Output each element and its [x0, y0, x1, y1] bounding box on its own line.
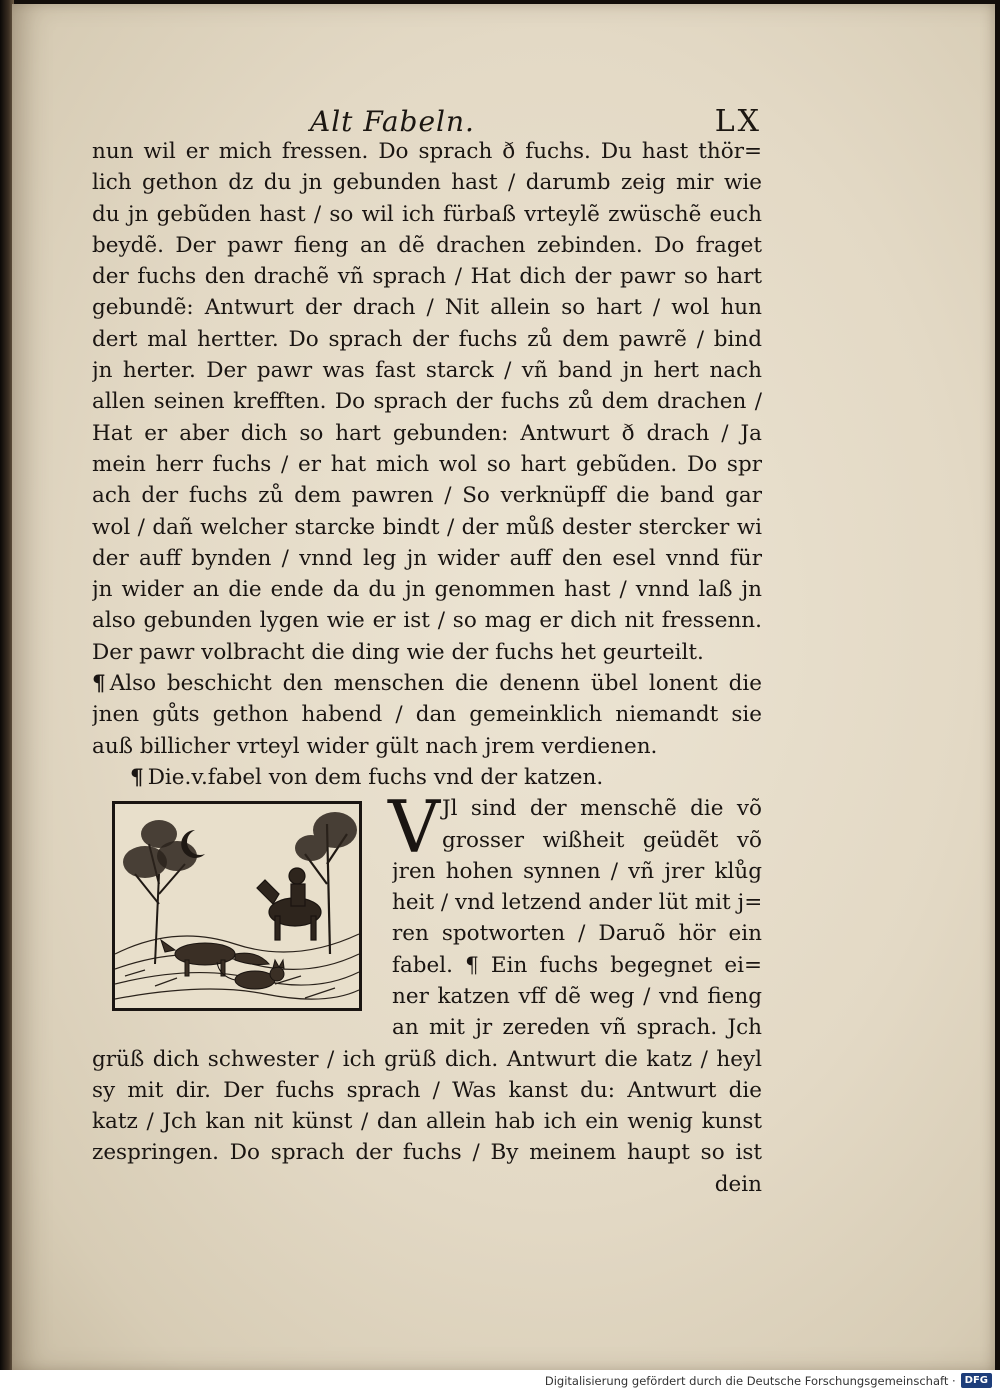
- woodcut-illustration: [112, 801, 362, 1011]
- side-text-line: jren hohen synnen / vñ jrer klůg: [392, 858, 762, 884]
- decorated-initial: V: [388, 785, 440, 870]
- pilcrow-mark: ¶: [92, 671, 106, 697]
- text-line: dert mal hertter. Do sprach der fuchs zů dem pawrẽ / bind: [92, 326, 762, 352]
- text-line: grüß dich schwester / ich grüß dich. Antwurt die katz / heyl: [92, 1046, 762, 1072]
- woodcut-row: [92, 785, 762, 1012]
- woodcut-image: [115, 804, 359, 1008]
- dfg-logo: DFG: [961, 1373, 992, 1388]
- text-line: also gebunden lygen wie er ist / so mag er dich nit fressenn.: [92, 608, 762, 634]
- side-text-line: Jl sind der menschẽ die võ: [442, 796, 762, 822]
- folio-number: LX: [714, 104, 762, 139]
- text-line: auß billicher vrteyl wider gült nach jrem verdienen.: [92, 733, 658, 759]
- running-head: [310, 104, 762, 140]
- text-line: zespringen. Do sprach der fuchs / By meinem haupt so ist: [92, 1140, 762, 1166]
- digitization-footer: [0, 1370, 1000, 1391]
- text-line: der fuchs den drachẽ vñ sprach / Hat dich der pawr so hart: [92, 264, 762, 290]
- text-line: jnen gůts gethon habend / dan gemeinklich niemandt sie: [92, 702, 762, 728]
- running-title: Alt Fabeln.: [310, 105, 475, 138]
- text-line: du jn gebũden hast / so wil ich fürbaß vrteylẽ zwüschẽ euch: [92, 201, 762, 227]
- funding-credit: Digitalisierung gefördert durch die Deutsche Forschungsgemeinschaft ·: [544, 1373, 956, 1388]
- side-text-line: fabel. ¶ Ein fuchs begegnet ei=: [392, 952, 762, 978]
- text-line: beydẽ. Der pawr fieng an dẽ drachen zebinden. Do fraget: [92, 232, 762, 258]
- text-line: katz / Jch kan nit künst / dan allein hab ich ein wenig kunst: [92, 1109, 762, 1135]
- side-text-column: [388, 785, 762, 1012]
- text-line: allen seinen krefften. Do sprach der fuchs zů dem drachen /: [92, 389, 762, 415]
- text-line: Der pawr volbracht die ding wie der fuchs het geurteilt.: [92, 639, 704, 665]
- text-line: Hat er aber dich so hart gebunden: Antwurt ð drach / Ja: [92, 420, 762, 446]
- text-line-content: Also beschicht den menschen die denenn übel lonent die: [109, 671, 762, 697]
- text-line: lich gethon dz du jn gebunden hast / darumb zeig mir wie: [92, 170, 762, 196]
- text-block: [92, 136, 762, 1200]
- text-line: der auff bynden / vnnd leg jn wider auff den esel vnnd für: [92, 545, 762, 571]
- text-line: jn wider an die ende da du jn genommen hast / vnnd laß jn: [92, 577, 762, 603]
- text-line: nun wil er mich fressen. Do sprach ð fuchs. Du hast thör=: [92, 139, 762, 164]
- text-line: gebundẽ: Antwurt der drach / Nit allein so hart / wol hun: [92, 295, 762, 321]
- catchword: dein: [714, 1171, 762, 1197]
- side-text-line: heit / vnd letzend ander lüt mit j=: [392, 890, 762, 916]
- fable-heading-text: Die.v.fabel von dem fuchs vnd der katzen.: [147, 764, 604, 790]
- side-text-line: ner katzen vff dẽ weg / vnd fieng: [392, 984, 762, 1010]
- book-page: [12, 4, 995, 1370]
- side-text-line: grosser wißheit geüdẽt võ: [442, 827, 762, 853]
- side-text-line: ren spotworten / Daruõ hör ein: [392, 921, 762, 947]
- text-line: sy mit dir. Der fuchs sprach / Was kanst du: Antwurt die: [92, 1077, 762, 1103]
- text-line: an mit jr zereden vñ sprach. Jch: [392, 1015, 762, 1041]
- text-line: wol / dañ welcher starcke bindt / der můß dester stercker wi: [92, 514, 762, 540]
- text-line-paragraph: [92, 668, 762, 699]
- text-line: ach der fuchs zů dem pawren / So verknüpff die band gar: [92, 483, 762, 509]
- text-line: jn herter. Der pawr was fast starck / vñ band jn hert nach: [92, 358, 762, 384]
- text-line: mein herr fuchs / er hat mich wol so hart gebũden. Do spr: [92, 451, 762, 477]
- pilcrow-mark: ¶: [130, 764, 144, 790]
